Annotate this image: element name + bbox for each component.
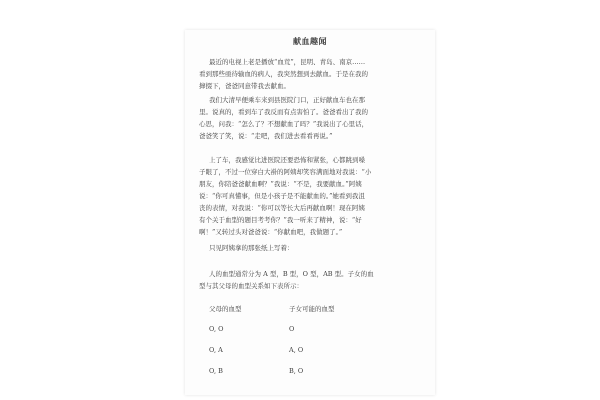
paragraph-2-line-3: 心思，问我：“怎么了？不想献血了吗？”我说出了心里话，: [199, 120, 369, 128]
paragraph-5-line-2: 型与其父母的血型关系如下表所示：: [199, 282, 303, 290]
table-cell-children: A, O: [289, 346, 304, 354]
paragraph-1-line-3: 撺掇下，爸爸同意带我去献血。: [199, 82, 290, 90]
table-cell-children: B, O: [289, 367, 304, 375]
table-header-parents: 父母的血型: [209, 305, 242, 313]
table-header-children: 子女可能的血型: [289, 305, 335, 313]
paragraph-1-line-2: 看到那些亟待输血的病人，我突然想到去献血。于是在我的: [199, 70, 368, 78]
paragraph-3-line-5: 丧的表情，对我说：“你可以等长大后再献血啊！现在阿姨: [199, 204, 365, 212]
paragraph-2-line-1: 我们大清早便乘车来到县医院门口，正好献血车也在那: [209, 96, 365, 104]
paragraph-3-line-3: 朋友，你陪爸爸献血啊？”我说：“不是，我要献血。”阿姨: [199, 180, 362, 188]
paragraph-4-line-1: 只见阿姨拿的那张纸上写着：: [209, 244, 294, 252]
paragraph-3-line-7: 啊！”又转过头对爸爸说：“你献血吧，我做题了。”: [199, 228, 343, 236]
paragraph-1-line-1: 最近的电视上老是播放“血荒”，昆明、青岛、南京……: [209, 58, 366, 66]
paragraph-2-line-4: 爸爸笑了笑，说：“走吧，我们进去看看再说。”: [199, 132, 333, 140]
document-title: 献血趣闻: [293, 36, 327, 46]
paragraph-5-line-1: 人的血型通常分为 A 型，B 型，O 型，AB 型。子女的血: [209, 270, 374, 278]
table-cell-children: O: [289, 325, 295, 333]
paragraph-3-line-4: 说：“你可真懂事，但是小孩子是不能献血的。”她看到我沮: [199, 192, 365, 200]
table-cell-parents: O, O: [209, 325, 224, 333]
paragraph-2-line-2: 里。说真的，看到车了我反而有点害怕了。爸爸看出了我的: [199, 108, 368, 116]
document-page: [185, 30, 435, 395]
paragraph-3-line-2: 子眼了，不过一位穿白大褂的阿姨却笑容满面地对我说：“小: [199, 168, 372, 176]
table-cell-parents: O, B: [209, 367, 223, 375]
paragraph-3-line-1: 上了车，我感觉比进医院还要恐怖和紧张，心都跳到嗓: [209, 156, 365, 164]
table-cell-parents: O, A: [209, 346, 223, 354]
paragraph-3-line-6: 有个关于血型的题目考考你？”我一听来了精神，说：“好: [199, 216, 362, 224]
